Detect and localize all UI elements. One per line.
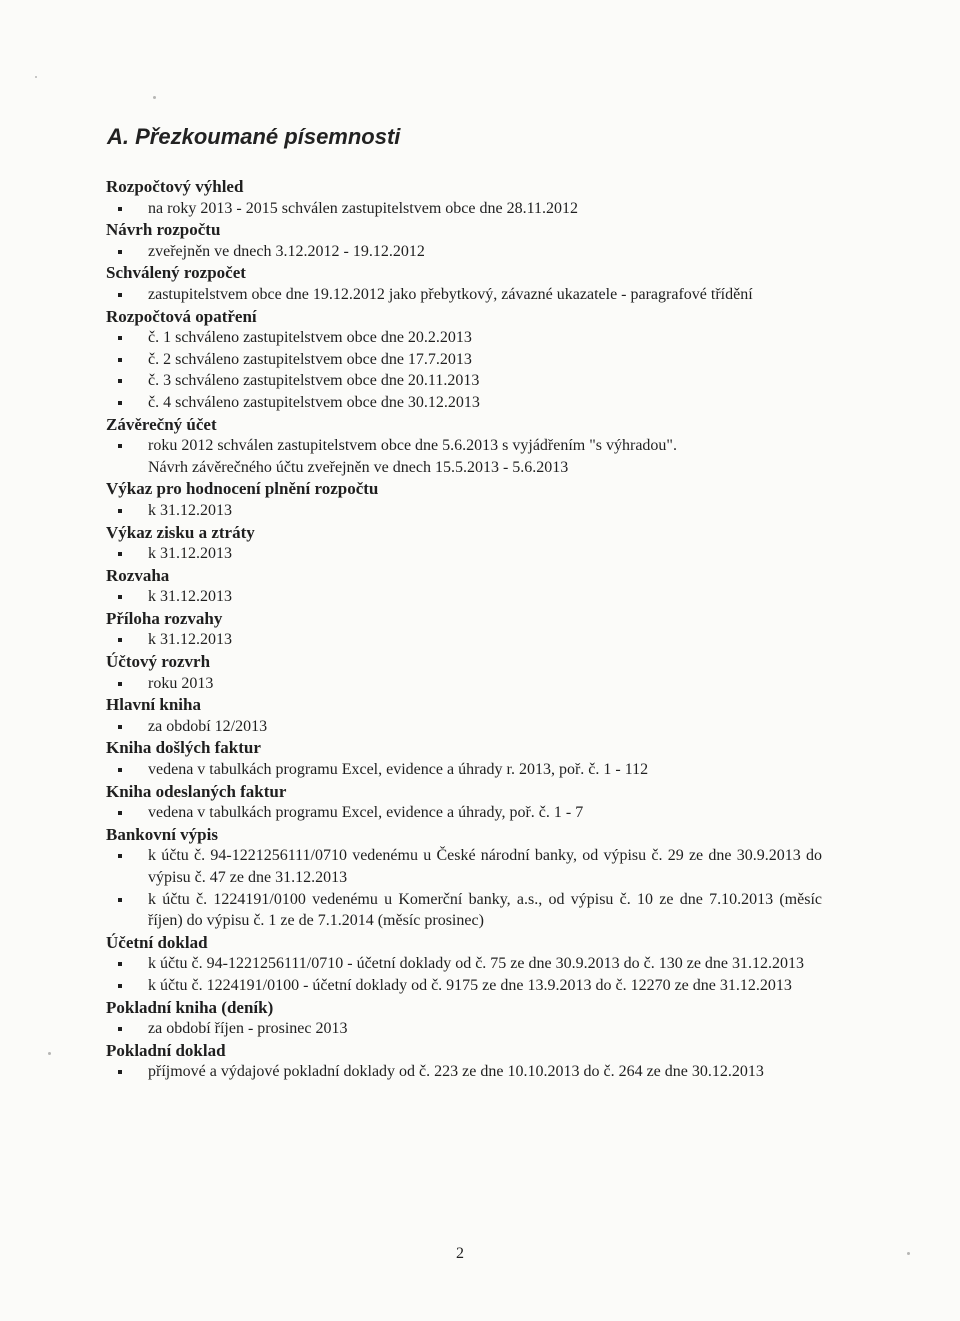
bullet-list: [106, 1018, 822, 1040]
section-vykaz-zisku-a-ztraty: [106, 522, 822, 565]
section-title: Rozpočtový výhled: [106, 177, 244, 196]
section-title: Pokladní kniha (deník): [106, 997, 274, 1017]
section-rozvaha: [106, 565, 822, 608]
bullet-list: [106, 802, 822, 824]
list-item: [106, 284, 822, 306]
list-item: [106, 975, 822, 997]
section-title: Účetní doklad: [106, 932, 208, 952]
item-note: Návrh závěrečného účtu zveřejněn ve dnech 15.5.2013 - 5.6.2013: [148, 458, 569, 476]
bullet-list: [106, 716, 822, 738]
item-text: k účtu č. 94-1221256111/0710 - účetní doklady od č. 75 ze dne 30.9.2013 do č. 130 ze dne 31.12.2013: [148, 955, 805, 973]
bullet-list: [106, 759, 822, 781]
list-item: [106, 586, 822, 608]
bullet-list: [106, 241, 822, 263]
list-item: [106, 716, 822, 738]
item-text: k účtu č. 1224191/0100 - účetní doklady od č. 9175 ze dne 13.9.2013 do č. 12270 ze dne 31.12.2013: [148, 976, 792, 994]
item-text: č. 3 schváleno zastupitelstvem obce dne 20.11.2013: [148, 372, 480, 390]
list-item: [106, 1061, 822, 1083]
scan-speck: [907, 1252, 910, 1255]
section-kniha-odeslanych-faktur: [106, 781, 822, 824]
item-text: č. 2 schváleno zastupitelstvem obce dne 17.7.2013: [148, 350, 472, 368]
bullet-list: [106, 500, 822, 522]
item-text: č. 1 schváleno zastupitelstvem obce dne 20.2.2013: [148, 329, 472, 347]
section-title: Rozpočtová opatření: [106, 306, 257, 326]
list-item: [106, 543, 822, 565]
list-item: [106, 802, 822, 824]
list-item: [106, 370, 822, 392]
bullet-list: [106, 543, 822, 565]
document-content: [106, 176, 822, 1083]
section-title: Příloha rozvahy: [106, 608, 223, 628]
item-text: za období 12/2013: [148, 717, 268, 735]
scan-speck: [153, 96, 156, 99]
scan-speck: [48, 1052, 51, 1055]
item-text: k 31.12.2013: [148, 631, 232, 649]
list-item: [106, 759, 822, 781]
bullet-list: [106, 198, 822, 220]
bullet-list: [106, 284, 822, 306]
list-item: [106, 629, 822, 651]
bullet-list: [106, 1061, 822, 1083]
section-priloha-rozvahy: [106, 608, 822, 651]
item-text: příjmové a výdajové pokladní doklady od č. 223 ze dne 10.10.2013 do č. 264 ze dne 30.12.2013: [148, 1063, 764, 1081]
section-title: Rozvaha: [106, 565, 170, 585]
list-item: [106, 327, 822, 349]
section-title: Pokladní doklad: [106, 1040, 226, 1060]
list-item: [106, 241, 822, 263]
section-ucetni-doklad: [106, 932, 822, 997]
item-text: zastupitelstvem obce dne 19.12.2012 jako přebytkový, závazné ukazatele - paragrafové třídění: [148, 285, 753, 303]
page-heading: A. Přezkoumané písemnosti: [107, 124, 401, 149]
section-title: Účtový rozvrh: [106, 652, 211, 672]
section-zaverecny-ucet: [106, 414, 822, 479]
list-item: [106, 673, 822, 695]
section-title: Kniha došlých faktur: [106, 738, 261, 758]
page-number: 2: [456, 1245, 464, 1262]
bullet-list: [106, 586, 822, 608]
section-title: Hlavní kniha: [106, 695, 201, 715]
list-item: [106, 889, 822, 932]
list-item: [106, 198, 822, 220]
item-text: vedena v tabulkách programu Excel, evidence a úhrady r. 2013, poř. č. 1 - 112: [148, 761, 649, 779]
bullet-list: [106, 845, 822, 931]
bullet-list: [106, 673, 822, 695]
list-item: [106, 953, 822, 975]
list-item: [106, 392, 822, 414]
list-item: [106, 1018, 822, 1040]
item-text: zveřejněn ve dnech 3.12.2012 - 19.12.2012: [148, 242, 425, 260]
item-text: k účtu č. 1224191/0100 vedenému u Komerční banky, a.s., od výpisu č. 10 ze dne 7.10.2013 (měsíc říjen) do výpisu č. 1 ze de 7.1.2014 (měsíc prosinec): [148, 890, 822, 930]
item-text: k účtu č. 94-1221256111/0710 vedenému u České národní banky, od výpisu č. 29 ze dne 30.9.2013 do výpisu č. 47 ze dne 31.12.2013: [148, 847, 822, 886]
section-bankovni-vypis: [106, 824, 822, 932]
section-rozpoctova-opatreni: [106, 306, 822, 414]
scan-speck: [35, 76, 37, 78]
item-text: k 31.12.2013: [148, 588, 232, 606]
item-text: na roky 2013 - 2015 schválen zastupitelstvem obce dne 28.11.2012: [148, 199, 578, 217]
item-text: vedena v tabulkách programu Excel, evidence a úhrady, poř. č. 1 - 7: [148, 804, 584, 822]
section-title: Schválený rozpočet: [106, 263, 246, 283]
section-title: Výkaz zisku a ztráty: [106, 522, 255, 542]
section-pokladni-doklad: [106, 1040, 822, 1083]
item-text: č. 4 schváleno zastupitelstvem obce dne 30.12.2013: [148, 393, 480, 411]
section-rozpoctovy-vyhled: [106, 176, 822, 219]
item-text: roku 2012 schválen zastupitelstvem obce dne 5.6.2013 s vyjádřením "s výhradou".: [148, 437, 677, 455]
section-title: Výkaz pro hodnocení plnění rozpočtu: [106, 479, 379, 499]
section-vykaz-plneni-rozpoctu: [106, 478, 822, 521]
section-kniha-doslych-faktur: [106, 737, 822, 780]
section-title: Kniha odeslaných faktur: [106, 781, 287, 801]
section-navrh-rozpoctu: [106, 219, 822, 262]
item-text: k 31.12.2013: [148, 501, 232, 519]
section-uctovy-rozvrh: [106, 651, 822, 694]
list-item: [106, 500, 822, 522]
section-hlavni-kniha: [106, 694, 822, 737]
item-text: roku 2013: [148, 674, 214, 692]
section-schvaleny-rozpocet: [106, 262, 822, 305]
list-item: [106, 349, 822, 371]
bullet-list: [106, 629, 822, 651]
section-title: Návrh rozpočtu: [106, 220, 221, 240]
section-pokladni-kniha: [106, 997, 822, 1040]
bullet-list: [106, 435, 822, 478]
section-title: Závěrečný účet: [106, 414, 217, 434]
list-item: [106, 845, 822, 888]
section-title: Bankovní výpis: [106, 824, 218, 844]
item-text: za období říjen - prosinec 2013: [148, 1020, 348, 1038]
bullet-list: [106, 327, 822, 413]
list-item: [106, 435, 822, 478]
bullet-list: [106, 953, 822, 996]
item-text: k 31.12.2013: [148, 545, 232, 563]
